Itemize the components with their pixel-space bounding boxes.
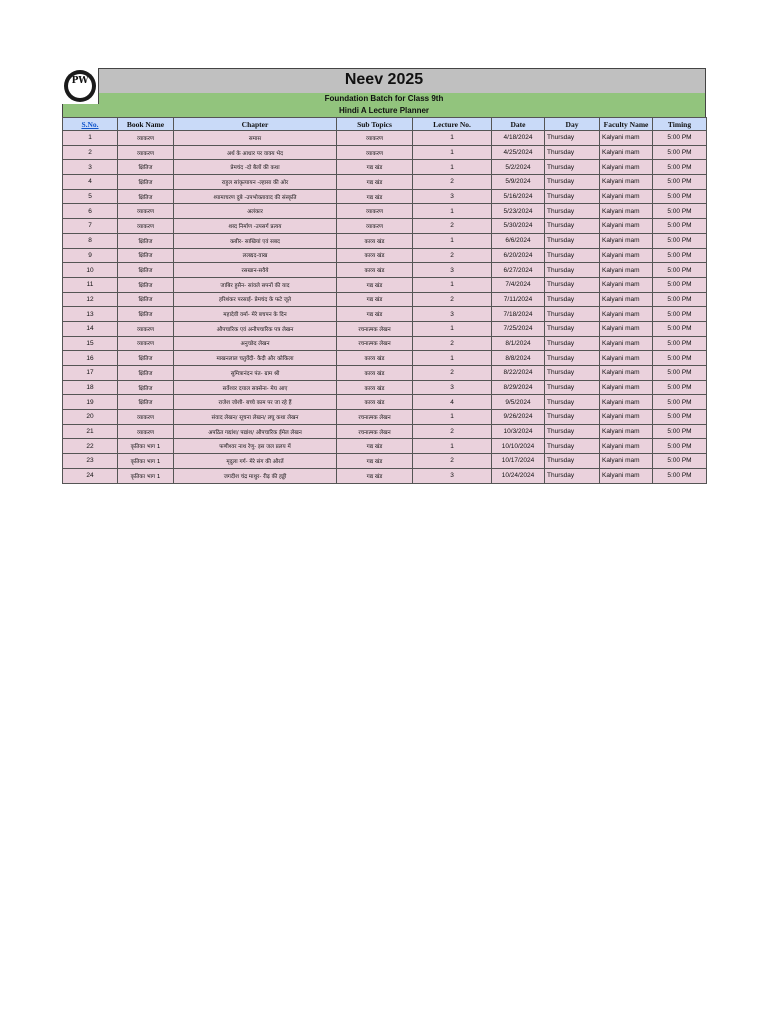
- lecture-no-cell: 1: [413, 145, 492, 160]
- sub-topic-cell: रचनात्मक लेखन: [337, 321, 413, 336]
- day-cell: Thursday: [545, 336, 600, 351]
- sno-cell: 20: [63, 410, 118, 425]
- book-name-cell: व्याकरण: [118, 424, 174, 439]
- faculty-name-cell: Kalyani mam: [600, 219, 653, 234]
- day-cell: Thursday: [545, 263, 600, 278]
- sub-topic-cell: गद्य खंड: [337, 189, 413, 204]
- chapter-cell: मृदुला गर्ग- मेरे संग की औरतें: [174, 454, 337, 469]
- sub-topic-cell: गद्य खंड: [337, 160, 413, 175]
- sub-topic-cell: काव्य खंड: [337, 395, 413, 410]
- chapter-cell: राहुल सांकृत्यायन -ल्हासा की ओर: [174, 175, 337, 190]
- faculty-name-cell: Kalyani mam: [600, 395, 653, 410]
- date-cell: 10/3/2024: [492, 424, 545, 439]
- table-row: [63, 424, 707, 439]
- sno-cell: 16: [63, 351, 118, 366]
- sno-header: S.No.: [63, 118, 118, 131]
- chapter-cell: प्रेमचंद -दो बैलों की कथा: [174, 160, 337, 175]
- lecture-no-cell: 2: [413, 175, 492, 190]
- book-name-cell: क्षितिज: [118, 366, 174, 381]
- table-row: [63, 160, 707, 175]
- day-cell: Thursday: [545, 277, 600, 292]
- book-name-cell: कृतिका भाग 1: [118, 468, 174, 483]
- faculty-name-cell: Kalyani mam: [600, 424, 653, 439]
- book-name-cell: क्षितिज: [118, 248, 174, 263]
- sub-topic-cell: काव्य खंड: [337, 351, 413, 366]
- lecture-no-cell: 1: [413, 233, 492, 248]
- table-body: [63, 131, 707, 484]
- day-cell: Thursday: [545, 410, 600, 425]
- day-cell: Thursday: [545, 395, 600, 410]
- timing-cell: 5:00 PM: [653, 439, 707, 454]
- table-row: [63, 248, 707, 263]
- lecture-table: [62, 117, 707, 484]
- timing-cell: 5:00 PM: [653, 424, 707, 439]
- day-cell: Thursday: [545, 468, 600, 483]
- timing-cell: 5:00 PM: [653, 175, 707, 190]
- table-row: [63, 336, 707, 351]
- sno-cell: 4: [63, 175, 118, 190]
- table-header-row: [63, 118, 707, 131]
- chapter-cell: सुमित्रानंदन पंत- ग्राम श्री: [174, 366, 337, 381]
- faculty-name-cell: Kalyani mam: [600, 204, 653, 219]
- table-row: [63, 204, 707, 219]
- day-cell: Thursday: [545, 439, 600, 454]
- timing-cell: 5:00 PM: [653, 277, 707, 292]
- book-name-cell: क्षितिज: [118, 277, 174, 292]
- timing-cell: 5:00 PM: [653, 204, 707, 219]
- sno-cell: 3: [63, 160, 118, 175]
- table-row: [63, 439, 707, 454]
- timing-cell: 5:00 PM: [653, 131, 707, 146]
- book-name-cell: व्याकरण: [118, 410, 174, 425]
- table-row: [63, 277, 707, 292]
- sno-cell: 11: [63, 277, 118, 292]
- sno-cell: 6: [63, 204, 118, 219]
- table-row: [63, 351, 707, 366]
- faculty-name-cell: Kalyani mam: [600, 307, 653, 322]
- table-row: [63, 131, 707, 146]
- sno-cell: 2: [63, 145, 118, 160]
- table-row: [63, 219, 707, 234]
- timing-cell: 5:00 PM: [653, 454, 707, 469]
- lecture-no-cell: 2: [413, 292, 492, 307]
- book-name-cell: क्षितिज: [118, 351, 174, 366]
- sub-topic-cell: व्याकरण: [337, 219, 413, 234]
- pw-logo-icon: [64, 70, 96, 102]
- book-name-cell: क्षितिज: [118, 395, 174, 410]
- sno-cell: 15: [63, 336, 118, 351]
- faculty-name-cell: Kalyani mam: [600, 439, 653, 454]
- lecture-no-cell: 1: [413, 160, 492, 175]
- table-row: [63, 395, 707, 410]
- sno-cell: 5: [63, 189, 118, 204]
- chapter-cell: महादेवी वर्मा- मेरे बचपन के दिन: [174, 307, 337, 322]
- book-name-cell: क्षितिज: [118, 233, 174, 248]
- faculty-name-cell: Kalyani mam: [600, 366, 653, 381]
- sno-cell: 13: [63, 307, 118, 322]
- date-cell: 5/30/2024: [492, 219, 545, 234]
- book-name-cell: क्षितिज: [118, 263, 174, 278]
- lecture-no-cell: 1: [413, 321, 492, 336]
- sno-cell: 10: [63, 263, 118, 278]
- lecture-no-cell: 3: [413, 468, 492, 483]
- timing-cell: 5:00 PM: [653, 468, 707, 483]
- timing-cell: 5:00 PM: [653, 145, 707, 160]
- sub-topic-cell: काव्य खंड: [337, 233, 413, 248]
- day-cell: Thursday: [545, 160, 600, 175]
- date-cell: 5/9/2024: [492, 175, 545, 190]
- book-name-cell: क्षितिज: [118, 175, 174, 190]
- timing-cell: 5:00 PM: [653, 380, 707, 395]
- sub-topic-cell: गद्य खंड: [337, 175, 413, 190]
- table-row: [63, 307, 707, 322]
- lecture-no-cell: 3: [413, 263, 492, 278]
- day-cell: Thursday: [545, 204, 600, 219]
- table-row: [63, 454, 707, 469]
- lecture-no-cell: 2: [413, 248, 492, 263]
- sub-topic-cell: व्याकरण: [337, 131, 413, 146]
- day-cell: Thursday: [545, 145, 600, 160]
- sheet-header: [62, 68, 706, 117]
- faculty-name-cell: Kalyani mam: [600, 233, 653, 248]
- day-cell: Thursday: [545, 292, 600, 307]
- lecture-no-cell: 2: [413, 366, 492, 381]
- table-row: [63, 189, 707, 204]
- date-cell: 9/26/2024: [492, 410, 545, 425]
- table-row: [63, 292, 707, 307]
- day-cell: Thursday: [545, 219, 600, 234]
- book-name-header: Book Name: [118, 118, 174, 131]
- lecture-no-header: Lecture No.: [413, 118, 492, 131]
- table-row: [63, 145, 707, 160]
- day-cell: Thursday: [545, 175, 600, 190]
- day-cell: Thursday: [545, 248, 600, 263]
- lecture-no-cell: 1: [413, 131, 492, 146]
- day-cell: Thursday: [545, 380, 600, 395]
- date-cell: 7/18/2024: [492, 307, 545, 322]
- date-cell: 8/8/2024: [492, 351, 545, 366]
- book-name-cell: कृतिका भाग 1: [118, 454, 174, 469]
- date-cell: 6/27/2024: [492, 263, 545, 278]
- book-name-cell: क्षितिज: [118, 307, 174, 322]
- chapter-cell: सर्वेश्वर दयाल सक्सेना- मेघ आए: [174, 380, 337, 395]
- date-cell: 8/29/2024: [492, 380, 545, 395]
- date-cell: 7/4/2024: [492, 277, 545, 292]
- timing-cell: 5:00 PM: [653, 263, 707, 278]
- faculty-name-cell: Kalyani mam: [600, 131, 653, 146]
- chapter-cell: अनुच्छेद लेखन: [174, 336, 337, 351]
- chapter-cell: अलंकार: [174, 204, 337, 219]
- sno-cell: 9: [63, 248, 118, 263]
- faculty-name-cell: Kalyani mam: [600, 277, 653, 292]
- sub-topic-cell: गद्य खंड: [337, 307, 413, 322]
- sub-topic-cell: गद्य खंड: [337, 468, 413, 483]
- day-cell: Thursday: [545, 351, 600, 366]
- faculty-name-cell: Kalyani mam: [600, 263, 653, 278]
- sub-topic-cell: गद्य खंड: [337, 292, 413, 307]
- lecture-no-cell: 3: [413, 380, 492, 395]
- logo-text: PW: [68, 74, 92, 98]
- faculty-name-cell: Kalyani mam: [600, 410, 653, 425]
- chapter-cell: कबीर- साखियां एवं सबद: [174, 233, 337, 248]
- chapter-cell: श्यामाचरण दुबे -उपभोक्तावाद की संस्कृति: [174, 189, 337, 204]
- timing-cell: 5:00 PM: [653, 248, 707, 263]
- sub-topic-cell: काव्य खंड: [337, 380, 413, 395]
- chapter-cell: समास: [174, 131, 337, 146]
- faculty-name-cell: Kalyani mam: [600, 175, 653, 190]
- chapter-cell: शब्द निर्माण -उपसर्ग प्रत्यय: [174, 219, 337, 234]
- day-cell: Thursday: [545, 189, 600, 204]
- sno-cell: 17: [63, 366, 118, 381]
- date-cell: 5/16/2024: [492, 189, 545, 204]
- faculty-name-cell: Kalyani mam: [600, 321, 653, 336]
- chapter-header: Chapter: [174, 118, 337, 131]
- sub-topic-cell: रचनात्मक लेखन: [337, 336, 413, 351]
- date-cell: 8/1/2024: [492, 336, 545, 351]
- sub-topic-cell: व्याकरण: [337, 204, 413, 219]
- faculty-name-cell: Kalyani mam: [600, 351, 653, 366]
- chapter-cell: रसखान-सवैये: [174, 263, 337, 278]
- planner-subtitle: Hindi A Lecture Planner: [62, 105, 706, 117]
- book-name-cell: व्याकरण: [118, 219, 174, 234]
- date-cell: 4/18/2024: [492, 131, 545, 146]
- lecture-no-cell: 1: [413, 351, 492, 366]
- planner-sheet: [62, 68, 706, 484]
- timing-cell: 5:00 PM: [653, 336, 707, 351]
- table-row: [63, 233, 707, 248]
- day-cell: Thursday: [545, 307, 600, 322]
- timing-cell: 5:00 PM: [653, 366, 707, 381]
- faculty-name-cell: Kalyani mam: [600, 380, 653, 395]
- date-cell: 6/20/2024: [492, 248, 545, 263]
- date-cell: 4/25/2024: [492, 145, 545, 160]
- chapter-cell: संवाद लेखन/ सूचना लेखन/ लघु कथा लेखन: [174, 410, 337, 425]
- timing-cell: 5:00 PM: [653, 292, 707, 307]
- day-header: Day: [545, 118, 600, 131]
- faculty-name-cell: Kalyani mam: [600, 292, 653, 307]
- sub-topic-cell: काव्य खंड: [337, 366, 413, 381]
- lecture-no-cell: 2: [413, 454, 492, 469]
- table-row: [63, 468, 707, 483]
- lecture-no-cell: 4: [413, 395, 492, 410]
- lecture-no-cell: 1: [413, 204, 492, 219]
- date-cell: 5/2/2024: [492, 160, 545, 175]
- chapter-cell: औपचारिक एवं अनौपचारिक पत्र लेखन: [174, 321, 337, 336]
- chapter-cell: फणीश्वर नाथ रेणु- इस जल प्रलय में: [174, 439, 337, 454]
- date-cell: 7/25/2024: [492, 321, 545, 336]
- lecture-no-cell: 2: [413, 336, 492, 351]
- day-cell: Thursday: [545, 233, 600, 248]
- sno-cell: 1: [63, 131, 118, 146]
- timing-cell: 5:00 PM: [653, 219, 707, 234]
- sno-cell: 18: [63, 380, 118, 395]
- chapter-cell: हरिशंकर परसाई- प्रेमचंद के फटे जूते: [174, 292, 337, 307]
- sub-topic-cell: गद्य खंड: [337, 277, 413, 292]
- sub-topic-cell: व्याकरण: [337, 145, 413, 160]
- lecture-no-cell: 2: [413, 219, 492, 234]
- sub-topic-cell: रचनात्मक लेखन: [337, 424, 413, 439]
- faculty-name-cell: Kalyani mam: [600, 145, 653, 160]
- book-name-cell: व्याकरण: [118, 336, 174, 351]
- faculty-name-cell: Kalyani mam: [600, 248, 653, 263]
- timing-cell: 5:00 PM: [653, 395, 707, 410]
- sno-cell: 8: [63, 233, 118, 248]
- page-title: Neev 2025: [344, 71, 424, 88]
- table-row: [63, 410, 707, 425]
- chapter-cell: राजेश जोशी- बच्चे काम पर जा रहे हैं: [174, 395, 337, 410]
- date-cell: 10/24/2024: [492, 468, 545, 483]
- book-name-cell: क्षितिज: [118, 160, 174, 175]
- book-name-cell: व्याकरण: [118, 204, 174, 219]
- day-cell: Thursday: [545, 131, 600, 146]
- book-name-cell: क्षितिज: [118, 189, 174, 204]
- table-row: [63, 175, 707, 190]
- chapter-cell: ललद्यद-वाख: [174, 248, 337, 263]
- table-row: [63, 366, 707, 381]
- date-cell: 10/17/2024: [492, 454, 545, 469]
- chapter-cell: अर्थ के आधार पर वाक्य भेद: [174, 145, 337, 160]
- sno-cell: 21: [63, 424, 118, 439]
- sub-topic-cell: काव्य खंड: [337, 263, 413, 278]
- timing-cell: 5:00 PM: [653, 351, 707, 366]
- sub-topics-header: Sub Topics: [337, 118, 413, 131]
- timing-cell: 5:00 PM: [653, 410, 707, 425]
- lecture-no-cell: 3: [413, 307, 492, 322]
- sno-cell: 24: [63, 468, 118, 483]
- faculty-name-cell: Kalyani mam: [600, 160, 653, 175]
- date-cell: 9/5/2024: [492, 395, 545, 410]
- date-cell: 5/23/2024: [492, 204, 545, 219]
- faculty-name-header: Faculty Name: [600, 118, 653, 131]
- lecture-no-cell: 2: [413, 424, 492, 439]
- date-cell: 8/22/2024: [492, 366, 545, 381]
- book-name-cell: क्षितिज: [118, 380, 174, 395]
- day-cell: Thursday: [545, 424, 600, 439]
- faculty-name-cell: Kalyani mam: [600, 468, 653, 483]
- faculty-name-cell: Kalyani mam: [600, 454, 653, 469]
- sno-cell: 7: [63, 219, 118, 234]
- chapter-cell: माखनलाल चतुर्वेदी- कैदी और कोकिला: [174, 351, 337, 366]
- sno-cell: 19: [63, 395, 118, 410]
- timing-cell: 5:00 PM: [653, 233, 707, 248]
- sub-topic-cell: गद्य खंड: [337, 454, 413, 469]
- day-cell: Thursday: [545, 454, 600, 469]
- timing-header: Timing: [653, 118, 707, 131]
- date-cell: 6/6/2024: [492, 233, 545, 248]
- sno-cell: 14: [63, 321, 118, 336]
- chapter-cell: अपठित गद्यांश/ पद्यांश/ औपचारिक ईमेल लेखन: [174, 424, 337, 439]
- date-header: Date: [492, 118, 545, 131]
- faculty-name-cell: Kalyani mam: [600, 336, 653, 351]
- table-row: [63, 380, 707, 395]
- timing-cell: 5:00 PM: [653, 307, 707, 322]
- sno-cell: 23: [63, 454, 118, 469]
- lecture-no-cell: 1: [413, 410, 492, 425]
- sno-cell: 12: [63, 292, 118, 307]
- timing-cell: 5:00 PM: [653, 160, 707, 175]
- lecture-no-cell: 1: [413, 277, 492, 292]
- lecture-no-cell: 1: [413, 439, 492, 454]
- book-name-cell: व्याकरण: [118, 131, 174, 146]
- timing-cell: 5:00 PM: [653, 189, 707, 204]
- chapter-cell: जगदीश चंद्र माथुर- रीढ़ की हड्डी: [174, 468, 337, 483]
- sno-cell: 22: [63, 439, 118, 454]
- day-cell: Thursday: [545, 366, 600, 381]
- title-row: [62, 68, 706, 93]
- chapter-cell: जाबिर हुसैन- सांवले सपनों की याद: [174, 277, 337, 292]
- book-name-cell: कृतिका भाग 1: [118, 439, 174, 454]
- date-cell: 10/10/2024: [492, 439, 545, 454]
- book-name-cell: व्याकरण: [118, 145, 174, 160]
- day-cell: Thursday: [545, 321, 600, 336]
- faculty-name-cell: Kalyani mam: [600, 189, 653, 204]
- sub-topic-cell: काव्य खंड: [337, 248, 413, 263]
- timing-cell: 5:00 PM: [653, 321, 707, 336]
- book-name-cell: क्षितिज: [118, 292, 174, 307]
- sub-topic-cell: गद्य खंड: [337, 439, 413, 454]
- sub-topic-cell: रचनात्मक लेखन: [337, 410, 413, 425]
- date-cell: 7/11/2024: [492, 292, 545, 307]
- lecture-no-cell: 3: [413, 189, 492, 204]
- batch-subtitle: Foundation Batch for Class 9th: [62, 93, 706, 105]
- book-name-cell: व्याकरण: [118, 321, 174, 336]
- table-row: [63, 321, 707, 336]
- logo-cell: [62, 68, 99, 104]
- table-row: [63, 263, 707, 278]
